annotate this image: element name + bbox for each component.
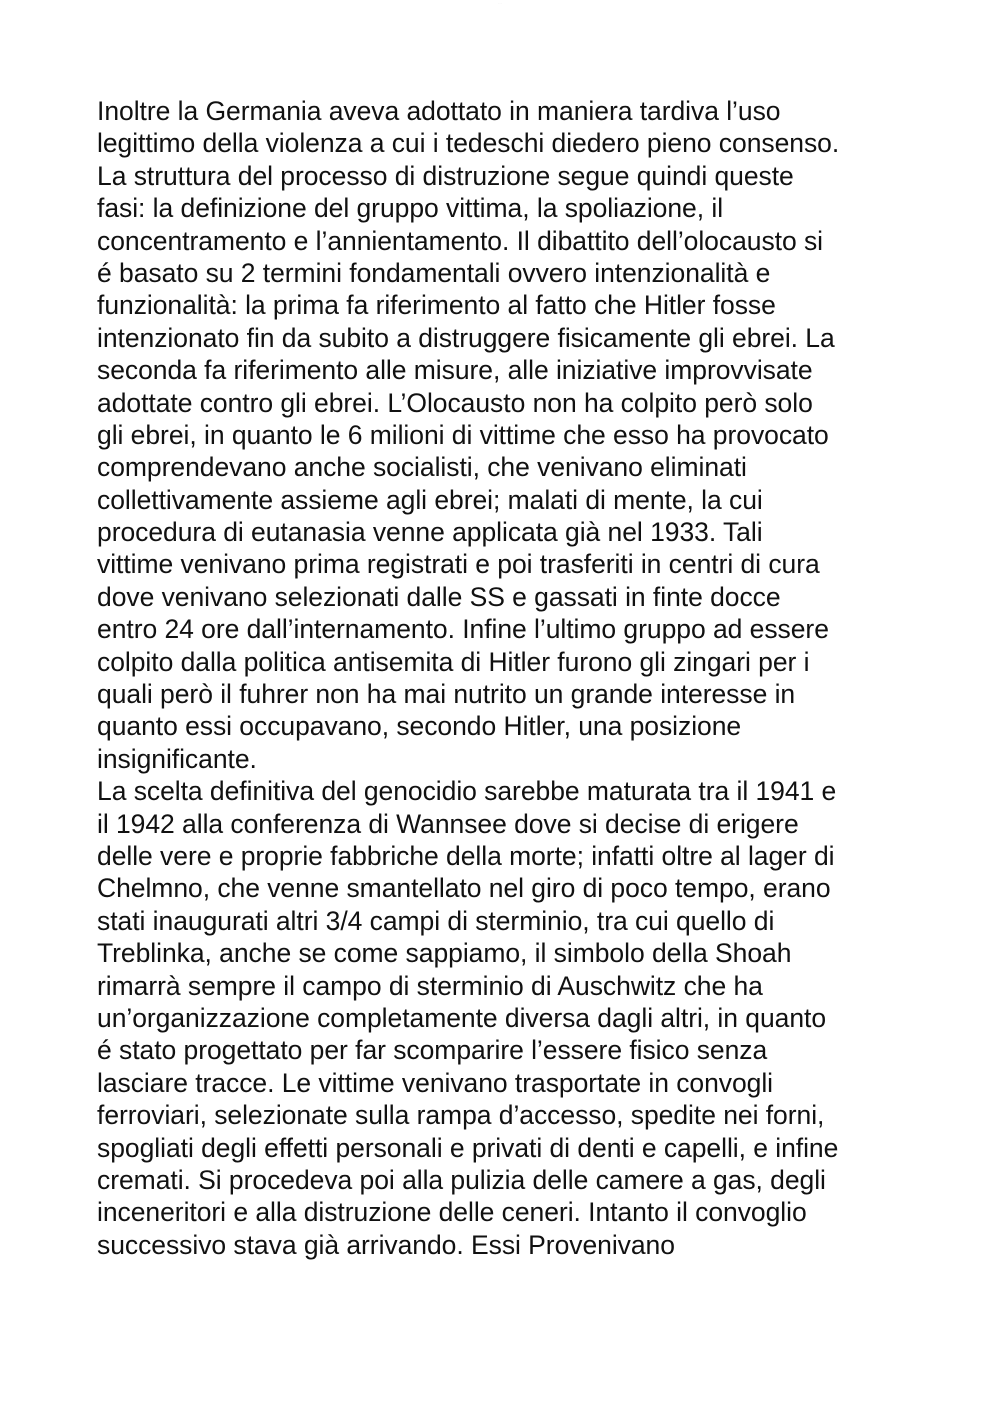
text-line: un’organizzazione completamente diversa dagli altri, in quanto — [97, 1002, 827, 1033]
text-line: collettivamente assieme agli ebrei; malati di mente, la cui — [97, 484, 763, 515]
text-line: dove venivano selezionati dalle SS e gassati in finte docce — [97, 581, 781, 612]
text-line: intenzionato fin da subito a distruggere fisicamente gli ebrei. La — [97, 322, 835, 353]
text-line: il 1942 alla conferenza di Wannsee dove si decise di erigere — [97, 808, 799, 839]
paragraph-1 — [97, 95, 927, 775]
text-line: quanto essi occupavano, secondo Hitler, una posizione — [97, 711, 742, 742]
text-line: entro 24 ore dall’internamento. Infine l’ultimo gruppo ad essere — [97, 614, 829, 645]
text-line: Treblinka, anche se come sappiamo, il simbolo della Shoah — [97, 938, 792, 969]
text-line: La scelta definitiva del genocidio sarebbe maturata tra il 1941 e — [97, 776, 837, 807]
text-line: é stato progettato per far scomparire l’essere fisico senza — [97, 1035, 768, 1066]
text-line: seconda fa riferimento alle misure, alle iniziative improvvisate — [97, 355, 813, 386]
text-line: insignificante. — [97, 743, 257, 774]
paragraph-2 — [97, 775, 927, 1261]
text-line: colpito dalla politica antisemita di Hitler furono gli zingari per i — [97, 646, 810, 677]
text-line: fasi: la definizione del gruppo vittima, la spoliazione, il — [97, 193, 724, 224]
text-line: ferroviari, selezionate sulla rampa d’accesso, spedite nei forni, — [97, 1100, 825, 1131]
text-line: successivo stava già arrivando. Essi Provenivano — [97, 1229, 675, 1260]
text-line: delle vere e proprie fabbriche della morte; infatti oltre al lager di — [97, 840, 835, 871]
text-line: adottate contro gli ebrei. L’Olocausto non ha colpito però solo — [97, 387, 813, 418]
text-line: rimarrà sempre il campo di sterminio di Auschwitz che ha — [97, 970, 763, 1001]
text-line: cremati. Si procedeva poi alla pulizia delle camere a gas, degli — [97, 1164, 826, 1195]
text-line: legittimo della violenza a cui i tedeschi diedero pieno consenso. — [97, 128, 840, 159]
text-line: funzionalità: la prima fa riferimento al fatto che Hitler fosse — [97, 290, 776, 321]
text-line: comprendevano anche socialisti, che venivano eliminati — [97, 452, 747, 483]
document-body — [97, 95, 927, 1261]
text-line: La struttura del processo di distruzione segue quindi queste — [97, 160, 794, 191]
text-line: spogliati degli effetti personali e privati di denti e capelli, e infine — [97, 1132, 839, 1163]
text-line: Chelmno, che venne smantellato nel giro di poco tempo, erano — [97, 873, 831, 904]
text-line: quali però il fuhrer non ha mai nutrito un grande interesse in — [97, 679, 796, 710]
text-line: procedura di eutanasia venne applicata già nel 1933. Tali — [97, 517, 763, 548]
text-line: inceneritori e alla distruzione delle ceneri. Intanto il convoglio — [97, 1197, 807, 1228]
text-line: Inoltre la Germania aveva adottato in maniera tardiva l’uso — [97, 96, 781, 126]
text-line: concentramento e l’annientamento. Il dibattito dell’olocausto si — [97, 225, 823, 256]
text-line: stati inaugurati altri 3/4 campi di sterminio, tra cui quello di — [97, 905, 775, 936]
page-header — [0, 0, 1000, 6]
text-line: vittime venivano prima registrati e poi trasferiti in centri di cura — [97, 549, 820, 580]
text-line: lasciare tracce. Le vittime venivano trasportate in convogli — [97, 1067, 774, 1098]
header-label: · · · — [497, 1, 503, 5]
text-line: gli ebrei, in quanto le 6 milioni di vittime che esso ha provocato — [97, 419, 829, 450]
text-line: é basato su 2 termini fondamentali ovvero intenzionalità e — [97, 257, 771, 288]
